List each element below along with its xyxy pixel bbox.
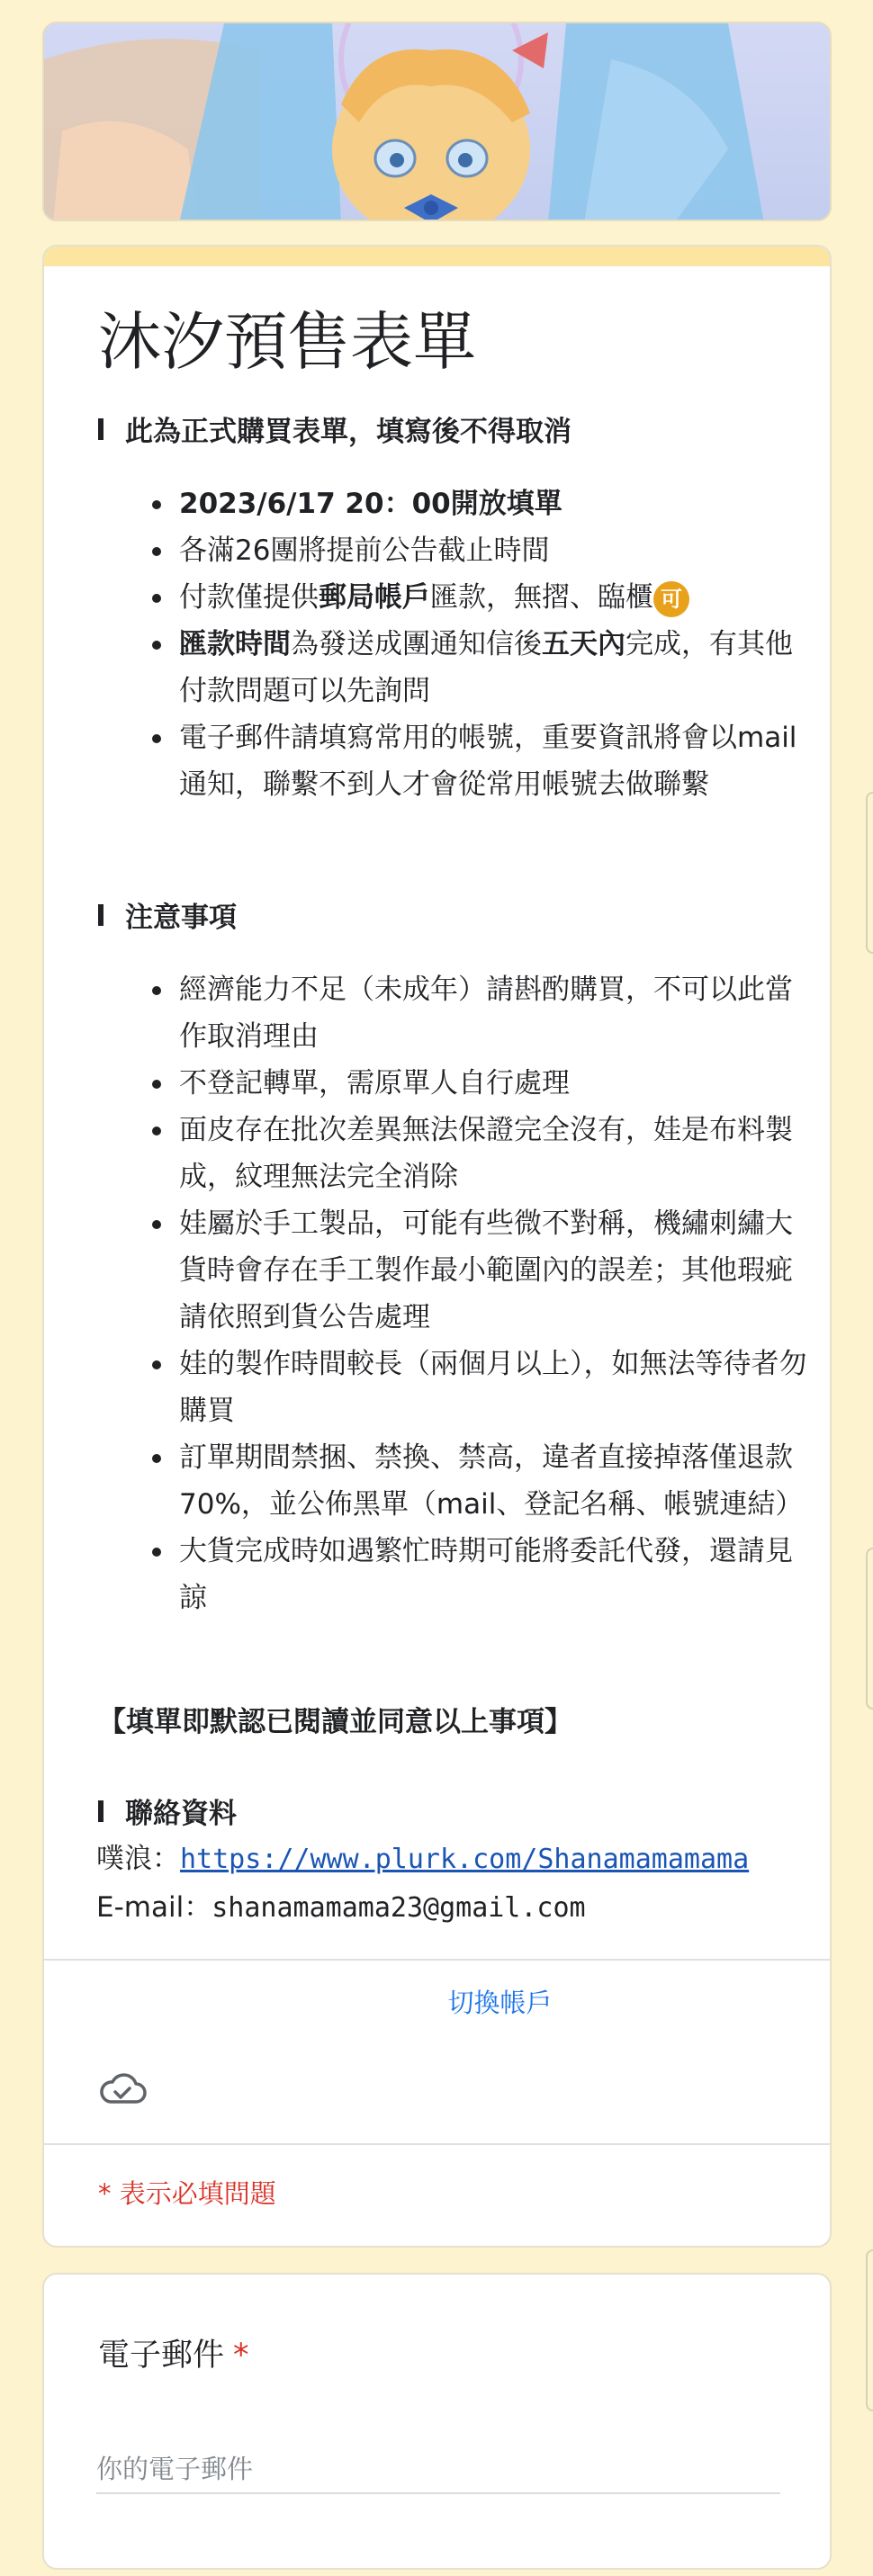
list-item-text: 郵局帳戶 (319, 581, 430, 614)
list-item-text: 五天內 (542, 628, 626, 660)
divider (44, 1959, 830, 1961)
plurk-link[interactable]: https://www.plurk.com/Shanamamamama (180, 1844, 750, 1875)
contact-plurk (96, 1837, 749, 1881)
side-scroll-tab (866, 1548, 873, 1710)
notes-list (152, 966, 818, 1621)
side-scroll-tab (866, 792, 873, 954)
required-question-note: * 表示必填問題 (98, 2178, 276, 2209)
notes-list-item: 娃屬於手工製品，可能有些微不對稱，機繡刺繡大貨時會存在手工製作最小範圍內的誤差；其他瑕疵請依照到貨公告處理 (152, 1200, 818, 1341)
form-header-card (42, 245, 832, 2248)
notes-list-item: 經濟能力不足（未成年）請斟酌購買，不可以此當作取消理由 (152, 966, 818, 1060)
section-heading-contact (98, 1791, 237, 1831)
notes-list-item: 面皮存在批次差異無法保證完全沒有，娃是布料製成，紋理無法完全消除 (152, 1107, 818, 1200)
list-item-text: 2023/6/17 20：00開放填單 (179, 488, 562, 520)
banner-illustration (44, 23, 832, 221)
notes-list-item: 訂單期間禁捆、禁換、禁高，違者直接掉落僅退款70%，並公佈黑單（mail、登記名稱、帳號連結） (152, 1434, 818, 1528)
question-label: 電子郵件 (98, 2338, 225, 2374)
heading-bar-marker (98, 418, 104, 440)
notice-list-item (152, 714, 818, 808)
list-item-text: 電子郵件請填寫常用的帳號，重要資訊將會以mail通知，聯繫不到人才會從常用帳號去做聯繫 (179, 722, 797, 801)
side-scroll-tab (866, 2249, 873, 2411)
notice-list-item (152, 574, 818, 621)
notice-list-item (152, 621, 818, 714)
heading-bar-marker (98, 904, 104, 926)
section-heading-text: 注意事項 (125, 902, 237, 934)
switch-account-link[interactable]: 切換帳戶 (447, 1988, 553, 2018)
list-item-text: 完成，有其他付款問題可以先詢問 (179, 628, 793, 707)
ke-emoji-icon: 可 (653, 581, 689, 617)
list-item-text: 為發送成團通知信後 (291, 628, 542, 660)
notice-list-item (152, 480, 818, 527)
notes-list-item: 娃的製作時間較長（兩個月以上），如無法等待者勿購買 (152, 1341, 818, 1434)
email-label: E-mail： (96, 1891, 212, 1924)
notice-list-item (152, 527, 818, 574)
question-card-email (42, 2273, 832, 2570)
section-heading-text: 此為正式購買表單，填寫後不得取消 (125, 416, 572, 448)
list-item-text: 各滿26團將提前公告截止時間 (179, 534, 550, 567)
question-title (98, 2330, 249, 2375)
accent-top-bar (44, 247, 830, 266)
plurk-label: 噗浪： (96, 1843, 180, 1875)
form-title: 沐汐預售表單 (98, 305, 476, 379)
list-item-text: 匯款時間 (179, 628, 291, 660)
notes-list-item: 大貨完成時如遇繁忙時期可能將委託代發，還請見諒 (152, 1528, 818, 1621)
heading-bar-marker (98, 1800, 104, 1822)
header-banner-image (42, 22, 832, 221)
notice-list (152, 480, 818, 808)
list-item-text: 匯款，無摺、臨櫃 (430, 581, 653, 614)
section-heading-notice (98, 408, 572, 449)
divider (44, 2143, 830, 2145)
section-heading-text: 聯絡資料 (125, 1798, 237, 1830)
email-address: shanamamama23@gmail.com (212, 1892, 586, 1924)
section-heading-notes (98, 894, 237, 935)
list-item-text: 付款僅提供 (179, 581, 319, 614)
notes-list-item: 不登記轉單，需原單人自行處理 (152, 1060, 818, 1107)
cloud-check-icon (98, 2071, 147, 2107)
contact-email (96, 1886, 586, 1930)
email-input[interactable] (96, 2446, 780, 2494)
agreement-text: 【填單即默認已閱讀並同意以上事項】 (98, 1706, 572, 1738)
required-mark: * (233, 2338, 249, 2374)
